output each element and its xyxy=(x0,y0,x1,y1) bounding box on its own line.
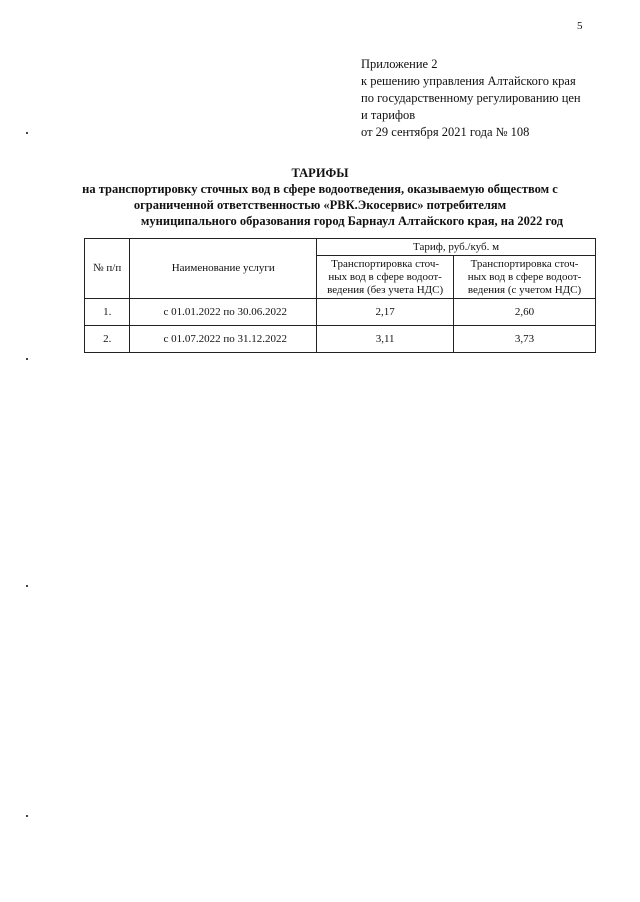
header-num: № п/п xyxy=(85,239,130,299)
appendix-line: и тарифов xyxy=(361,108,416,122)
header-with-vat xyxy=(454,256,596,299)
table-row xyxy=(85,326,596,353)
appendix-line: к решению управления Алтайского края xyxy=(361,74,576,88)
title-heading: ТАРИФЫ xyxy=(291,166,349,180)
header-without-vat-line: ведения (без учета НДС) xyxy=(327,283,444,296)
header-with-vat-line: ных вод в сфере водоот- xyxy=(467,270,582,283)
header-service: Наименование услуги xyxy=(130,239,317,299)
header-with-vat-line: Транспортировка сточ- xyxy=(470,257,579,270)
header-without-vat-line: ных вод в сфере водоот- xyxy=(328,270,442,283)
row-without-vat: 2,17 xyxy=(317,299,454,326)
appendix-line: по государственному регулированию цен xyxy=(361,91,581,105)
margin-dot xyxy=(26,585,28,587)
row-num: 1. xyxy=(85,299,130,326)
title-line: муниципального образования город Барнаул Алтайского края, на 2022 год xyxy=(140,214,564,228)
document-title xyxy=(0,165,640,229)
title-line: на транспортировку сточных вод в сфере водоотведения, оказываемую обществом с xyxy=(82,182,558,196)
row-with-vat: 2,60 xyxy=(454,299,596,326)
header-tariff: Тариф, руб./куб. м xyxy=(317,239,596,256)
appendix-block xyxy=(361,56,581,141)
row-without-vat: 3,11 xyxy=(317,326,454,353)
tariffs-table xyxy=(84,238,596,353)
appendix-line: от 29 сентября 2021 года № 108 xyxy=(361,125,530,139)
page-number: 5 xyxy=(577,20,583,32)
header-with-vat-line: ведения (с учетом НДС) xyxy=(467,283,582,296)
header-without-vat-line: Транспортировка сточ- xyxy=(331,257,440,270)
margin-dot xyxy=(26,358,28,360)
row-num: 2. xyxy=(85,326,130,353)
margin-dot xyxy=(26,132,28,134)
table-row xyxy=(85,299,596,326)
header-without-vat xyxy=(317,256,454,299)
margin-dot xyxy=(26,815,28,817)
row-with-vat: 3,73 xyxy=(454,326,596,353)
title-line: ограниченной ответственностью «РВК.Экосервис» потребителям xyxy=(133,198,507,212)
appendix-line: Приложение 2 xyxy=(361,57,438,71)
row-period: с 01.07.2022 по 31.12.2022 xyxy=(130,326,317,353)
row-period: с 01.01.2022 по 30.06.2022 xyxy=(130,299,317,326)
